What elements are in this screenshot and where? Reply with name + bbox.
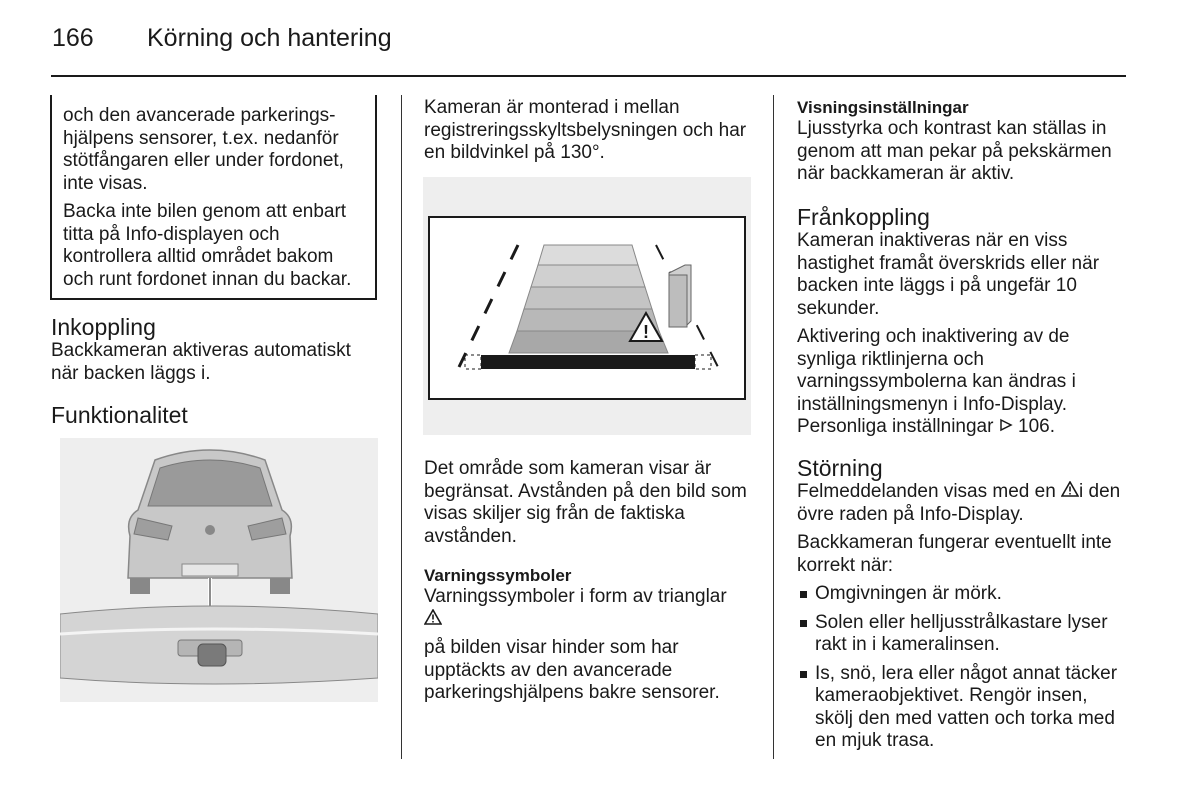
header-rule <box>51 75 1126 77</box>
page-number: 166 <box>52 24 94 52</box>
warning-triangle-icon <box>1061 481 1079 497</box>
warning-symbol-line <box>424 609 754 632</box>
section-title: Inkoppling <box>51 314 156 340</box>
section-title: Störning <box>797 455 883 481</box>
warning-text-1: och den avancerade parkerings-hjälpens sensorer, t.ex. nedanför stötfångaren eller under fordonet, inte visas. <box>63 105 344 194</box>
section-title: Visningsinställningar <box>797 98 969 117</box>
warning-box <box>50 95 377 300</box>
bumper-bar <box>481 355 695 369</box>
license-plate <box>182 564 238 576</box>
camera-area-text: Det område som kameran visar är begränsat. Avstånden på den bild som visas skiljer sig från de faktiska avstånden. <box>424 458 747 547</box>
warning-triangle-icon <box>424 609 442 625</box>
section-deactivation <box>797 204 1127 439</box>
car-rear-camera-illustration <box>60 438 378 702</box>
section-funktionalitet-title: Funktionalitet <box>51 402 188 428</box>
wheel-left <box>130 578 150 594</box>
camera-lens <box>198 644 226 666</box>
page-reference-arrow-icon <box>999 418 1013 432</box>
rear-window <box>148 460 272 506</box>
section-inkoppling <box>51 314 381 385</box>
section-text: Backkameran aktiveras automatiskt när backen läggs i. <box>51 340 351 384</box>
warning-text-2: Backa inte bilen genom att enbart titta på Info-displayen och kontrollera alltid området bakom och runt fordonet innan du backar. <box>63 201 352 290</box>
list-item: Omgivningen är mörk. <box>797 583 1127 606</box>
list-item: Is, snö, lera eller något annat täcker kameraobjektivet. Rengör insen, skölj den med vatten och torka med en mjuk trasa. <box>797 663 1127 753</box>
guide-band-3 <box>524 287 652 309</box>
camera-display-illustration <box>423 177 751 435</box>
guide-band-1 <box>538 245 638 265</box>
emblem <box>205 525 215 535</box>
wheel-right <box>270 578 290 594</box>
chapter-title: Körning och hantering <box>147 24 392 52</box>
section-title: Varningssymboler <box>424 566 572 585</box>
svg-text:!: ! <box>643 322 649 342</box>
fault-conditions-intro: Backkameran fungerar eventuellt inte korrekt när: <box>797 532 1112 576</box>
page-reference: 106 <box>1018 416 1050 437</box>
list-item: Solen eller helljusstrålkastare lyser rakt in i kameralinsen. <box>797 612 1127 657</box>
fault-conditions-list <box>797 583 1127 753</box>
fault-text: Felmeddelanden visas med en i den övre raden på Info-Display. <box>797 481 1121 525</box>
section-display-settings <box>797 97 1127 186</box>
guidelines-text: Aktivering och inaktivering av de synliga riktlinjerna och varningssymbolerna kan ändras i inställningsmenyn i Info-Display. Personliga inställningar 106. <box>797 326 1076 437</box>
section-text: Ljusstyrka och kontrast kan ställas in genom att man pekar på pekskärmen när backkameran är aktiv. <box>797 118 1112 184</box>
section-warning-symbols <box>424 565 754 705</box>
section-title: Frånkoppling <box>797 204 930 230</box>
section-text: Kameran inaktiveras när en viss hastighet framåt överskrids eller när backen inte läggs i på ungefär 10 sekunder. <box>797 230 1100 319</box>
guide-band-2 <box>531 265 645 287</box>
warning-symbols-text: Varningssymboler i form av trianglar <box>424 586 727 607</box>
column-divider-1 <box>401 95 402 759</box>
section-fault <box>797 455 1127 753</box>
camera-intro-text: Kameran är monterad i mellan registreringsskyltsbelysningen och har en bildvinkel på 130°. <box>424 97 747 163</box>
column-divider-2 <box>773 95 774 759</box>
obstacle-front <box>669 275 687 327</box>
warning-symbols-text-2: på bilden visar hinder som har upptäckts av den avancerade parkeringshjälpens bakre sensorer. <box>424 637 720 703</box>
